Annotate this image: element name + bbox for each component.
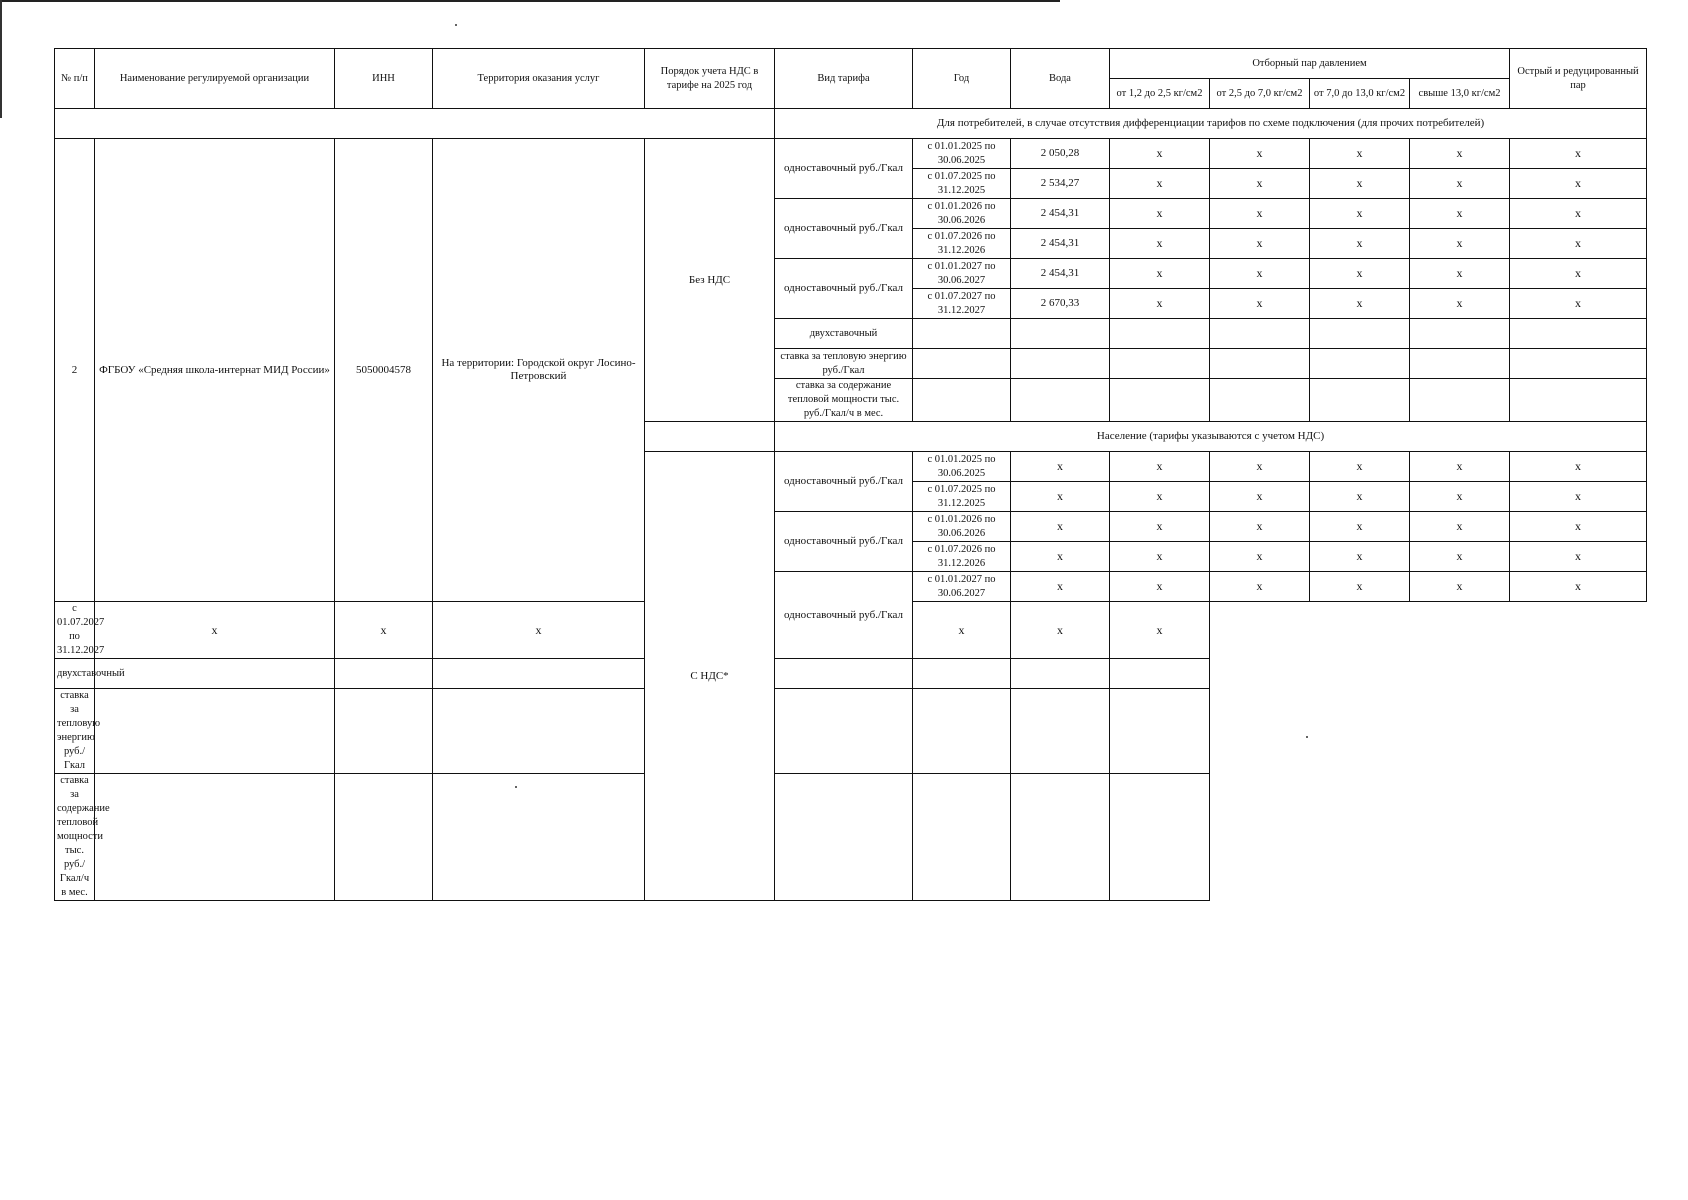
empty-cell [1110, 349, 1210, 379]
empty-cell [913, 379, 1011, 422]
steam-value: х [1410, 169, 1510, 199]
period-cell: с 01.07.2026 по 31.12.2026 [913, 542, 1011, 572]
empty-cell [1410, 319, 1510, 349]
water-value: 2 670,33 [1011, 289, 1110, 319]
table-row [55, 689, 1647, 774]
empty-cell [1210, 319, 1310, 349]
header-row [55, 49, 1647, 79]
steam-value: х [1310, 169, 1410, 199]
empty-cell [1210, 349, 1310, 379]
steam-value: х [1410, 482, 1510, 512]
empty-cell [775, 774, 913, 901]
steam-value: х [1410, 199, 1510, 229]
period-cell: с 01.07.2025 по 31.12.2025 [913, 169, 1011, 199]
table-row [55, 774, 1647, 901]
header-vat-order: Порядок учета НДС в тарифе на 2025 год [645, 49, 775, 109]
header-water: Вода [1011, 49, 1110, 109]
water-value: 2 534,27 [1011, 169, 1110, 199]
steam-value: х [1110, 542, 1210, 572]
band-other-consumers: Для потребителей, в случае отсутствия дифференциации тарифов по схеме подключения (для прочих потребителей) [775, 109, 1647, 139]
sharp-steam-value: х [1510, 452, 1647, 482]
band-row [55, 109, 1647, 139]
empty-cell [433, 659, 645, 689]
steam-value: х [1410, 139, 1510, 169]
steam-value: х [1110, 139, 1210, 169]
water-value: х [1011, 512, 1110, 542]
table-row [55, 139, 1647, 169]
header-pressure-1: от 1,2 до 2,5 кг/см2 [1110, 79, 1210, 109]
empty-cell [1110, 774, 1210, 901]
header-tariff-type: Вид тарифа [775, 49, 913, 109]
empty-cell [95, 659, 335, 689]
steam-value: х [1310, 542, 1410, 572]
empty-cell [1510, 379, 1647, 422]
band-spacer [645, 422, 775, 452]
steam-value: х [1110, 169, 1210, 199]
sharp-steam-value: х [1510, 482, 1647, 512]
steam-value: х [1210, 199, 1310, 229]
empty-cell [913, 659, 1011, 689]
period-cell: с 01.01.2027 по 30.06.2027 [913, 259, 1011, 289]
steam-value: х [1210, 289, 1310, 319]
steam-value: х [1210, 542, 1310, 572]
service-territory: На территории: Городской округ Лосино-Петровский [433, 139, 645, 602]
rate-heat-energy: ставка за тепловую энергию руб./Гкал [775, 349, 913, 379]
steam-value: х [1210, 482, 1310, 512]
sharp-steam-value: х [1510, 169, 1647, 199]
steam-value: х [433, 602, 645, 659]
empty-cell [1011, 379, 1110, 422]
empty-cell [433, 689, 645, 774]
steam-value: х [1410, 259, 1510, 289]
tariff-single-rate: одноставочный руб./Гкал [775, 199, 913, 259]
sharp-steam-value: х [1510, 199, 1647, 229]
empty-cell [1310, 379, 1410, 422]
vat-with: С НДС* [645, 452, 775, 901]
period-cell: с 01.01.2026 по 30.06.2026 [913, 512, 1011, 542]
header-sharp-steam: Острый и редуцированный пар [1510, 49, 1647, 109]
sharp-steam-value: х [1510, 139, 1647, 169]
sharp-steam-value: х [1510, 229, 1647, 259]
empty-cell [913, 349, 1011, 379]
steam-value: х [1310, 452, 1410, 482]
empty-cell [1310, 319, 1410, 349]
steam-value: х [1410, 542, 1510, 572]
empty-cell [1410, 379, 1510, 422]
empty-cell [775, 689, 913, 774]
empty-cell [1110, 319, 1210, 349]
empty-cell [913, 319, 1011, 349]
empty-cell [1410, 349, 1510, 379]
band-spacer [55, 109, 775, 139]
steam-value: х [1110, 199, 1210, 229]
steam-value: х [1310, 139, 1410, 169]
tariff-single-rate: одноставочный руб./Гкал [775, 572, 913, 659]
steam-value: х [1410, 512, 1510, 542]
empty-cell [775, 659, 913, 689]
period-cell: с 01.07.2027 по 31.12.2027 [55, 602, 95, 659]
rate-heat-energy: ставка за тепловую энергию руб./Гкал [55, 689, 95, 774]
empty-cell [1510, 319, 1647, 349]
steam-value: х [1310, 289, 1410, 319]
org-inn: 5050004578 [335, 139, 433, 602]
period-cell: с 01.07.2026 по 31.12.2026 [913, 229, 1011, 259]
period-cell: с 01.01.2027 по 30.06.2027 [913, 572, 1011, 602]
empty-cell [1011, 349, 1110, 379]
water-value: х [1011, 482, 1110, 512]
empty-cell [335, 774, 433, 901]
header-steam-group: Отборный пар давлением [1110, 49, 1510, 79]
header-territory: Территория оказания услуг [433, 49, 645, 109]
empty-cell [1310, 349, 1410, 379]
steam-value: х [1011, 602, 1110, 659]
empty-cell [913, 689, 1011, 774]
steam-value: х [1210, 259, 1310, 289]
tariff-single-rate: одноставочный руб./Гкал [775, 259, 913, 319]
steam-value: х [1310, 512, 1410, 542]
vat-without: Без НДС [645, 139, 775, 422]
steam-value: х [1410, 229, 1510, 259]
steam-value: х [1310, 259, 1410, 289]
steam-value: х [1110, 482, 1210, 512]
period-cell: с 01.01.2026 по 30.06.2026 [913, 199, 1011, 229]
rate-heat-capacity: ставка за содержание тепловой мощности тыс. руб./Гкал/ч в мес. [775, 379, 913, 422]
steam-value: х [1110, 512, 1210, 542]
water-value: х [1011, 542, 1110, 572]
tariff-single-rate: одноставочный руб./Гкал [775, 512, 913, 572]
table-row [55, 659, 1647, 689]
steam-value: х [1210, 139, 1310, 169]
empty-cell [1011, 774, 1110, 901]
tariff-two-rate: двухставочный [55, 659, 95, 689]
scan-speck [455, 24, 457, 26]
steam-value: х [1210, 572, 1310, 602]
steam-value: х [1210, 512, 1310, 542]
steam-value: х [1110, 452, 1210, 482]
period-cell: с 01.07.2025 по 31.12.2025 [913, 482, 1011, 512]
tariff-single-rate: одноставочный руб./Гкал [775, 139, 913, 199]
steam-value: х [1410, 452, 1510, 482]
header-pressure-2: от 2,5 до 7,0 кг/см2 [1210, 79, 1310, 109]
header-pressure-4: свыше 13,0 кг/см2 [1410, 79, 1510, 109]
empty-cell [1110, 689, 1210, 774]
empty-cell [1011, 319, 1110, 349]
steam-value: х [1410, 289, 1510, 319]
steam-value: х [1210, 452, 1310, 482]
tariff-single-rate: одноставочный руб./Гкал [775, 452, 913, 512]
tariff-table [54, 48, 1647, 901]
period-cell: с 01.01.2025 по 30.06.2025 [913, 452, 1011, 482]
sharp-steam-value: х [1510, 289, 1647, 319]
steam-value: х [1310, 229, 1410, 259]
org-name: ФГБОУ «Средняя школа-интернат МИД России» [95, 139, 335, 602]
steam-value: х [1110, 229, 1210, 259]
steam-value: х [1210, 169, 1310, 199]
band-population: Население (тарифы указываются с учетом НДС) [775, 422, 1647, 452]
header-pressure-3: от 7,0 до 13,0 кг/см2 [1310, 79, 1410, 109]
steam-value: х [1310, 572, 1410, 602]
sharp-steam-value: х [1510, 572, 1647, 602]
empty-cell [1011, 659, 1110, 689]
header-num: № п/п [55, 49, 95, 109]
water-value: х [1011, 452, 1110, 482]
empty-cell [1110, 659, 1210, 689]
steam-value: х [1310, 199, 1410, 229]
water-value: 2 454,31 [1011, 199, 1110, 229]
sharp-steam-value: х [1110, 602, 1210, 659]
steam-value: х [1110, 259, 1210, 289]
empty-cell [95, 689, 335, 774]
scan-edge-mark [0, 0, 2, 118]
empty-cell [335, 689, 433, 774]
empty-cell [433, 774, 645, 901]
empty-cell [335, 659, 433, 689]
empty-cell [1110, 379, 1210, 422]
empty-cell [913, 774, 1011, 901]
steam-value: х [1310, 482, 1410, 512]
empty-cell [1510, 349, 1647, 379]
steam-value: х [1210, 229, 1310, 259]
header-inn: ИНН [335, 49, 433, 109]
rate-heat-capacity: ставка за содержание тепловой мощности тыс. руб./Гкал/ч в мес. [55, 774, 95, 901]
empty-cell [95, 774, 335, 901]
steam-value: х [1110, 572, 1210, 602]
water-value: х [95, 602, 335, 659]
water-value: 2 454,31 [1011, 259, 1110, 289]
row-num: 2 [55, 139, 95, 602]
steam-value: х [335, 602, 433, 659]
water-value: 2 454,31 [1011, 229, 1110, 259]
steam-value: х [1410, 572, 1510, 602]
period-cell: с 01.01.2025 по 30.06.2025 [913, 139, 1011, 169]
empty-cell [1210, 379, 1310, 422]
header-org: Наименование регулируемой организации [95, 49, 335, 109]
period-cell: с 01.07.2027 по 31.12.2027 [913, 289, 1011, 319]
header-year: Год [913, 49, 1011, 109]
sharp-steam-value: х [1510, 259, 1647, 289]
tariff-two-rate: двухставочный [775, 319, 913, 349]
water-value: х [1011, 572, 1110, 602]
steam-value: х [1110, 289, 1210, 319]
sharp-steam-value: х [1510, 512, 1647, 542]
top-rule [0, 0, 1060, 2]
empty-cell [1011, 689, 1110, 774]
steam-value: х [913, 602, 1011, 659]
sharp-steam-value: х [1510, 542, 1647, 572]
water-value: 2 050,28 [1011, 139, 1110, 169]
